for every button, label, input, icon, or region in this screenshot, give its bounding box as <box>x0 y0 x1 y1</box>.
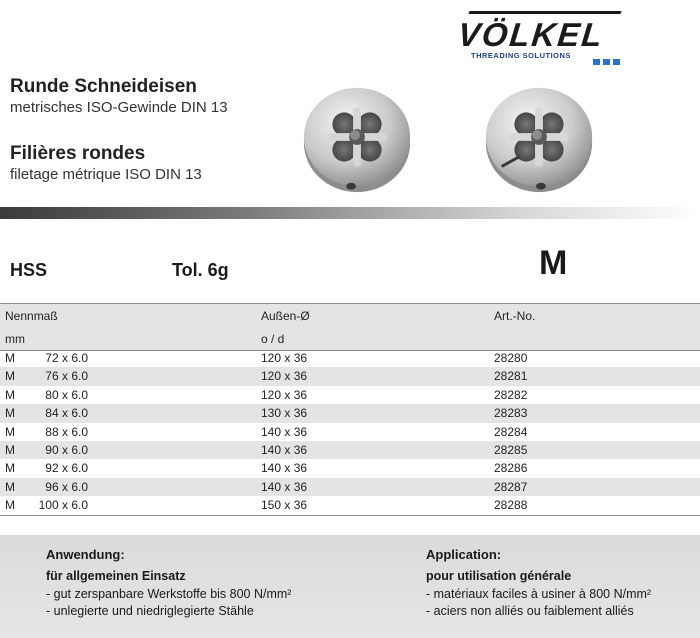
footer-item-de-1: - gut zerspanbare Werkstoffe bis 800 N/mm² <box>46 587 292 601</box>
row-article: 28286 <box>494 461 528 476</box>
row-prefix: M <box>5 442 15 457</box>
row-prefix: M <box>5 406 15 421</box>
table-header <box>0 303 700 351</box>
footer-heading-fr: Application: <box>426 547 502 562</box>
row-size: 92 x 6.0 <box>45 461 88 476</box>
row-article: 28283 <box>494 406 528 421</box>
table-row <box>0 367 700 385</box>
row-prefix: M <box>5 498 15 513</box>
row-size: 72 x 6.0 <box>45 351 88 365</box>
row-outer: 140 x 36 <box>261 424 308 439</box>
row-prefix: M <box>5 479 15 494</box>
title-german: Runde Schneideisen <box>10 76 197 97</box>
footer-heading-de: Anwendung: <box>46 547 125 562</box>
row-prefix: M <box>5 424 15 439</box>
subtitle-french: filetage métrique ISO DIN 13 <box>10 166 202 183</box>
header-outer: Außen-Ø <box>261 309 310 323</box>
row-outer: 140 x 36 <box>261 479 308 494</box>
footer-item-fr-2: - aciers non alliés ou faiblement alliés <box>426 604 634 618</box>
row-size: 100 x 6.0 <box>38 498 88 513</box>
row-size: 80 x 6.0 <box>45 387 88 402</box>
row-outer: 130 x 36 <box>261 406 308 421</box>
table-body <box>0 349 700 515</box>
row-prefix: M <box>5 369 15 384</box>
row-outer: 120 x 36 <box>261 387 308 402</box>
row-size: 84 x 6.0 <box>45 406 88 421</box>
row-prefix: M <box>5 351 15 365</box>
tolerance-label: Tol. 6g <box>172 260 229 280</box>
row-size: 88 x 6.0 <box>45 424 88 439</box>
row-outer: 120 x 36 <box>261 351 308 365</box>
row-size: 96 x 6.0 <box>45 479 88 494</box>
table-row <box>0 441 700 459</box>
logo-tagline: THREADING SOLUTIONS <box>471 51 571 60</box>
section-divider <box>0 207 700 219</box>
header-outer-unit: o / d <box>261 332 285 346</box>
footer-subheading-fr: pour utilisation générale <box>426 569 572 583</box>
row-article: 28282 <box>494 387 528 402</box>
logo-wordmark: VÖLKEL <box>456 16 606 53</box>
table-row <box>0 404 700 422</box>
row-size: 76 x 6.0 <box>45 369 88 384</box>
footer-item-fr-1: - matériaux faciles à usiner à 800 N/mm² <box>426 587 652 601</box>
thread-symbol: M <box>539 244 568 282</box>
row-outer: 150 x 36 <box>261 498 308 513</box>
brand-logo <box>455 6 630 62</box>
row-article: 28280 <box>494 351 528 365</box>
header-article: Art.-No. <box>494 309 536 323</box>
row-outer: 120 x 36 <box>261 369 308 384</box>
material-label: HSS <box>10 260 48 280</box>
row-size: 90 x 6.0 <box>45 442 88 457</box>
round-die-image-closed <box>298 78 416 196</box>
row-article: 28287 <box>494 479 528 494</box>
logo-bar <box>468 11 621 14</box>
table-row <box>0 459 700 477</box>
application-footer <box>0 535 700 638</box>
table-row <box>0 496 700 514</box>
footer-item-de-2: - unlegierte und niedriglegierte Stähle <box>46 604 254 618</box>
round-die-image-split <box>480 78 598 196</box>
logo-dots <box>593 52 623 70</box>
row-prefix: M <box>5 461 15 476</box>
row-article: 28288 <box>494 498 528 513</box>
footer-subheading-de: für allgemeinen Einsatz <box>46 569 186 583</box>
title-french: Filières rondes <box>10 143 146 164</box>
row-outer: 140 x 36 <box>261 442 308 457</box>
header-nominal-unit: mm <box>5 332 25 346</box>
table-row <box>0 386 700 404</box>
table-bottom-rule <box>0 515 700 516</box>
table-row <box>0 478 700 496</box>
row-prefix: M <box>5 387 15 402</box>
header-nominal: Nennmaß <box>5 309 58 323</box>
row-article: 28284 <box>494 424 528 439</box>
row-outer: 140 x 36 <box>261 461 308 476</box>
table-row <box>0 349 700 367</box>
subtitle-german: metrisches ISO-Gewinde DIN 13 <box>10 99 228 116</box>
table-row <box>0 423 700 441</box>
row-article: 28285 <box>494 442 528 457</box>
row-article: 28281 <box>494 369 528 384</box>
